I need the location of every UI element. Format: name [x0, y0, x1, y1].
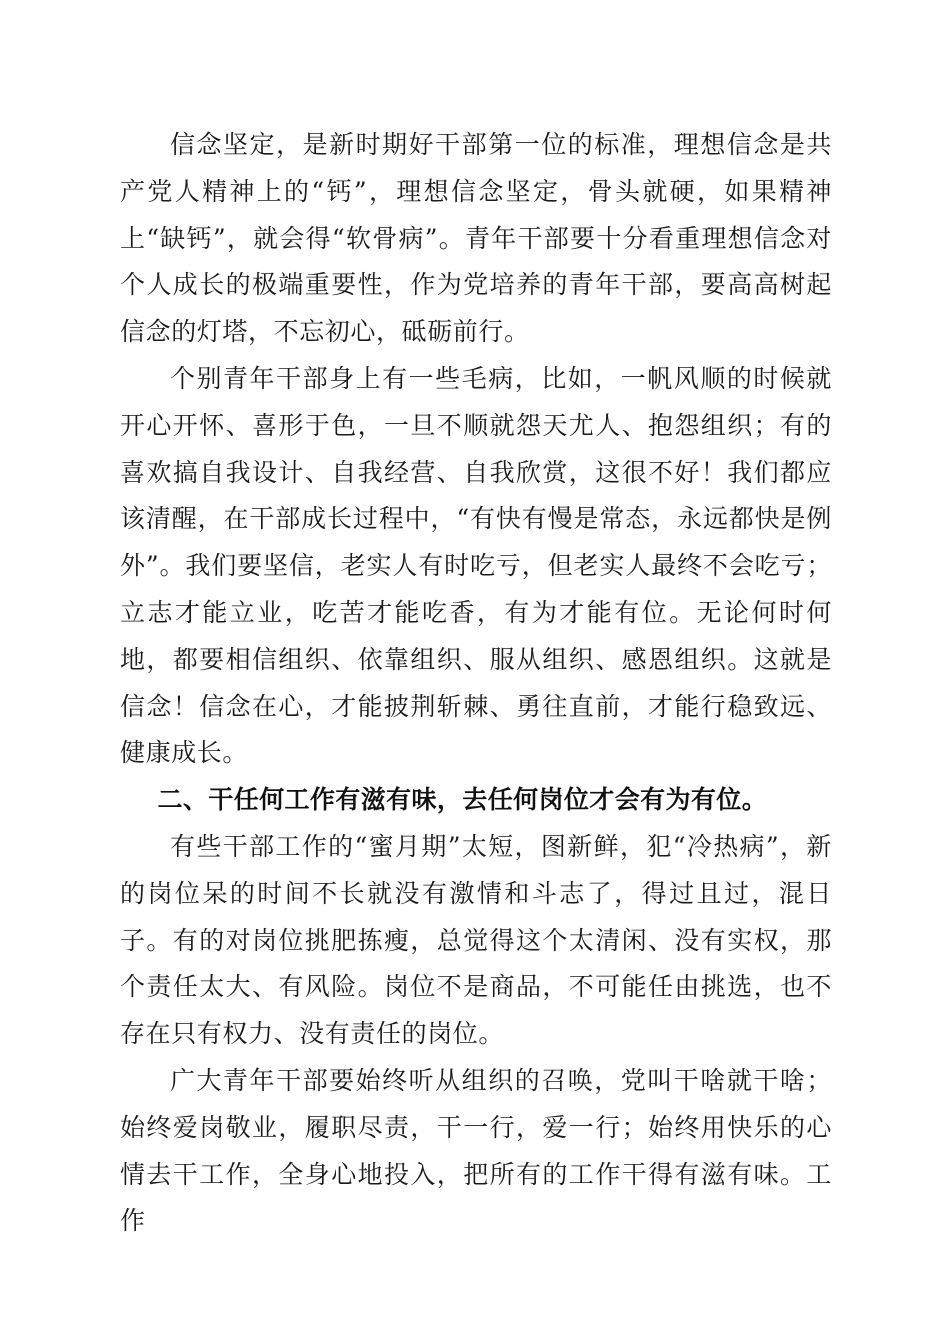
paragraph-ideals: 信念坚定，是新时期好干部第一位的标准，理想信念是共产党人精神上的“钙”，理想信念坚定，骨头就硬，如果精神上“缺钙”，就会得“软骨病”。青年干部要十分看重理想信念对个人成长的极端重要性，作为党培养的青年干部，要高高树起信念的灯塔，不忘初心，砥砺前行。 — [120, 130, 832, 347]
paragraph-obey-organization: 广大青年干部要始终听从组织的召唤，党叫干啥就干啥；始终爱岗敬业，履职尽责，干一行，爱一行；始终用快乐的心情去干工作，全身心地投入，把所有的工作干得有滋有味。工作 — [120, 1065, 832, 1236]
document-body — [120, 122, 832, 1245]
paragraph-honeymoon-period: 有些干部工作的“蜜月期”太短，图新鲜，犯“冷热病”，新的岗位呆的时间不长就没有激情和斗志了，得过且过，混日子。有的对岗位挑肥拣瘦，总觉得这个太清闲、没有实权，那个责任太大、有风险。岗位不是商品，不可能任由挑选，也不存在只有权力、没有责任的岗位。 — [120, 831, 832, 1049]
section-heading: 二、干任何工作有滋有味，去任何岗位才会有为有位。 — [157, 785, 768, 815]
paragraph-shortcomings: 个别青年干部身上有一些毛病，比如，一帆风顺的时候就开心开怀、喜形于色，一旦不顺就怨天尤人、抱怨组织；有的喜欢搞自我设计、自我经营、自我欣赏，这很不好！我们都应该清醒，在干部成长过程中，“有快有慢是常态，永远都快是例外”。我们要坚信，老实人有时吃亏，但老实人最终不会吃亏；立志才能立业，吃苦才能吃香，有为才能有位。无论何时何地，都要相信组织、依靠组织、服从组织、感恩组织。这就是信念！信念在心，才能披荆斩棘、勇往直前，才能行稳致远、健康成长。 — [120, 363, 832, 768]
